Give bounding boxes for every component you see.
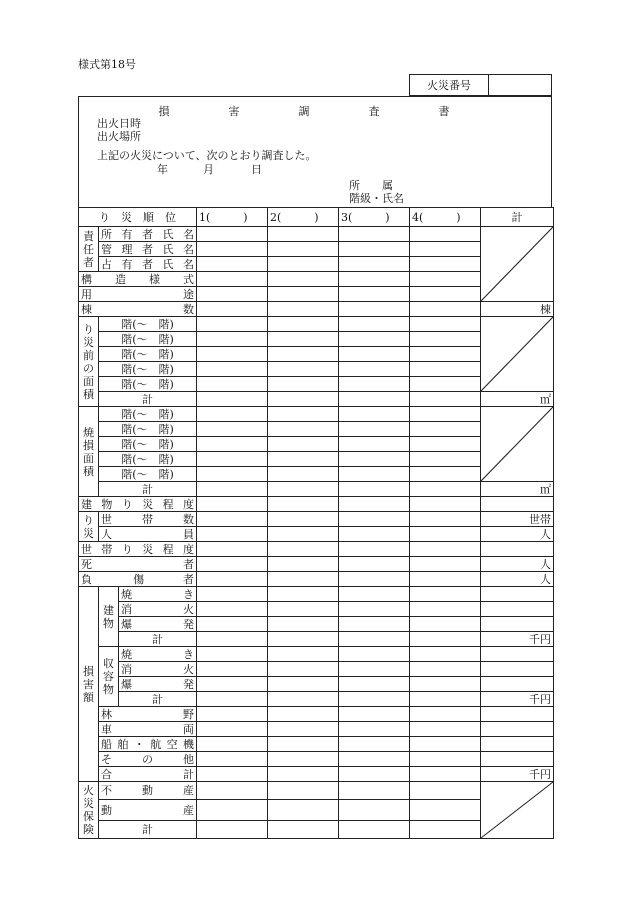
subtotal-label: 計 <box>99 821 197 839</box>
vehicle-label: 車両 <box>99 722 197 737</box>
floor-row: 階(〜 階) <box>99 437 197 452</box>
extinguish-label: 消火 <box>119 602 197 617</box>
structure-label: 構造様式 <box>79 272 197 287</box>
header-col4: 4( ) <box>410 208 481 227</box>
subtotal-label: 計 <box>119 632 197 647</box>
floor-row: 階(〜 階) <box>99 467 197 482</box>
household-degree-label: 世帯り災程度 <box>79 542 197 557</box>
form-number: 様式第18号 <box>78 58 136 71</box>
subtotal-label: 計 <box>99 482 197 497</box>
burned-area-label: 焼損面積 <box>79 407 99 497</box>
owner-label: 所有者氏名 <box>99 227 197 242</box>
explosion-label: 爆発 <box>119 677 197 692</box>
diagonal-cell <box>481 227 554 302</box>
header-order: り 災 順 位 <box>79 208 197 227</box>
person-unit: 人 <box>481 572 554 587</box>
pre-fire-area-label: り災前の面積 <box>79 317 99 407</box>
affiliation-label: 所 属 <box>349 179 393 192</box>
subtotal-label: 計 <box>99 392 197 407</box>
date-year: 年 <box>157 163 168 176</box>
yen-unit: 千円 <box>481 767 554 782</box>
header-col1: 1( ) <box>197 208 268 227</box>
use-label: 用 途 <box>79 287 197 302</box>
header-col3: 3( ) <box>339 208 410 227</box>
floor-row: 階(〜 階) <box>99 407 197 422</box>
yen-unit: 千円 <box>481 692 554 707</box>
extinguish-label: 消火 <box>119 662 197 677</box>
household-label: 世帯数 <box>99 512 197 527</box>
building-label: 建物 <box>99 587 119 647</box>
responsible-label: 責任者 <box>79 227 99 272</box>
floor-row: 階(〜 階) <box>99 377 197 392</box>
explosion-label: 爆発 <box>119 617 197 632</box>
header-col2: 2( ) <box>268 208 339 227</box>
injured-label: 負 傷 者 <box>79 572 197 587</box>
diagonal-cell <box>481 407 554 482</box>
subtotal-label: 計 <box>119 692 197 707</box>
diagonal-cell <box>481 317 554 392</box>
yen-unit: 千円 <box>481 632 554 647</box>
damage-table <box>78 207 554 839</box>
burn-label: 焼き <box>119 587 197 602</box>
building-count-label: 棟 数 <box>79 302 197 317</box>
fire-number-box <box>409 74 552 96</box>
persons-label: 人員 <box>99 527 197 542</box>
header-total: 計 <box>481 208 554 227</box>
diagonal-cell <box>481 782 554 839</box>
fire-datetime-label: 出火日時 <box>97 117 141 130</box>
statement: 上記の火災について、次のとおり調査した。 <box>97 149 317 162</box>
sqm-unit: ㎡ <box>481 482 554 497</box>
header-frame <box>78 96 552 207</box>
real-estate-label: 不動産 <box>99 782 197 800</box>
death-label: 死 者 <box>79 557 197 572</box>
floor-row: 階(〜 階) <box>99 362 197 377</box>
forest-label: 林野 <box>99 707 197 722</box>
damage-label: 損害額 <box>79 587 99 782</box>
floor-row: 階(〜 階) <box>99 452 197 467</box>
other-label: その他 <box>99 752 197 767</box>
rank-name-label: 階級・氏名 <box>349 192 404 205</box>
person-unit: 人 <box>481 557 554 572</box>
floor-row: 階(〜 階) <box>99 317 197 332</box>
fire-number-field[interactable] <box>489 75 552 96</box>
burn-label: 焼き <box>119 647 197 662</box>
person-unit: 人 <box>481 527 554 542</box>
floor-row: 階(〜 階) <box>99 332 197 347</box>
household-unit: 世帯 <box>481 512 554 527</box>
movable-label: 動産 <box>99 800 197 821</box>
grand-total-label: 合計 <box>99 767 197 782</box>
ship-air-label: 船舶・航空機 <box>99 737 197 752</box>
sqm-unit: ㎡ <box>481 392 554 407</box>
floor-row: 階(〜 階) <box>99 422 197 437</box>
occupant-label: 占有者氏名 <box>99 257 197 272</box>
fire-number-label: 火災番号 <box>410 75 489 96</box>
fire-place-label: 出火場所 <box>97 130 141 143</box>
rsai-label: り災 <box>79 512 99 542</box>
date-day: 日 <box>251 163 262 176</box>
floor-row: 階(〜 階) <box>99 347 197 362</box>
document-title: 損 害 調 査 書 <box>158 105 474 118</box>
manager-label: 管理者氏名 <box>99 242 197 257</box>
insurance-label: 火災保険 <box>79 782 99 839</box>
date-month: 月 <box>203 163 214 176</box>
contents-label: 収容物 <box>99 647 119 707</box>
building-unit: 棟 <box>481 302 554 317</box>
building-degree-label: 建物り災程度 <box>79 497 197 512</box>
